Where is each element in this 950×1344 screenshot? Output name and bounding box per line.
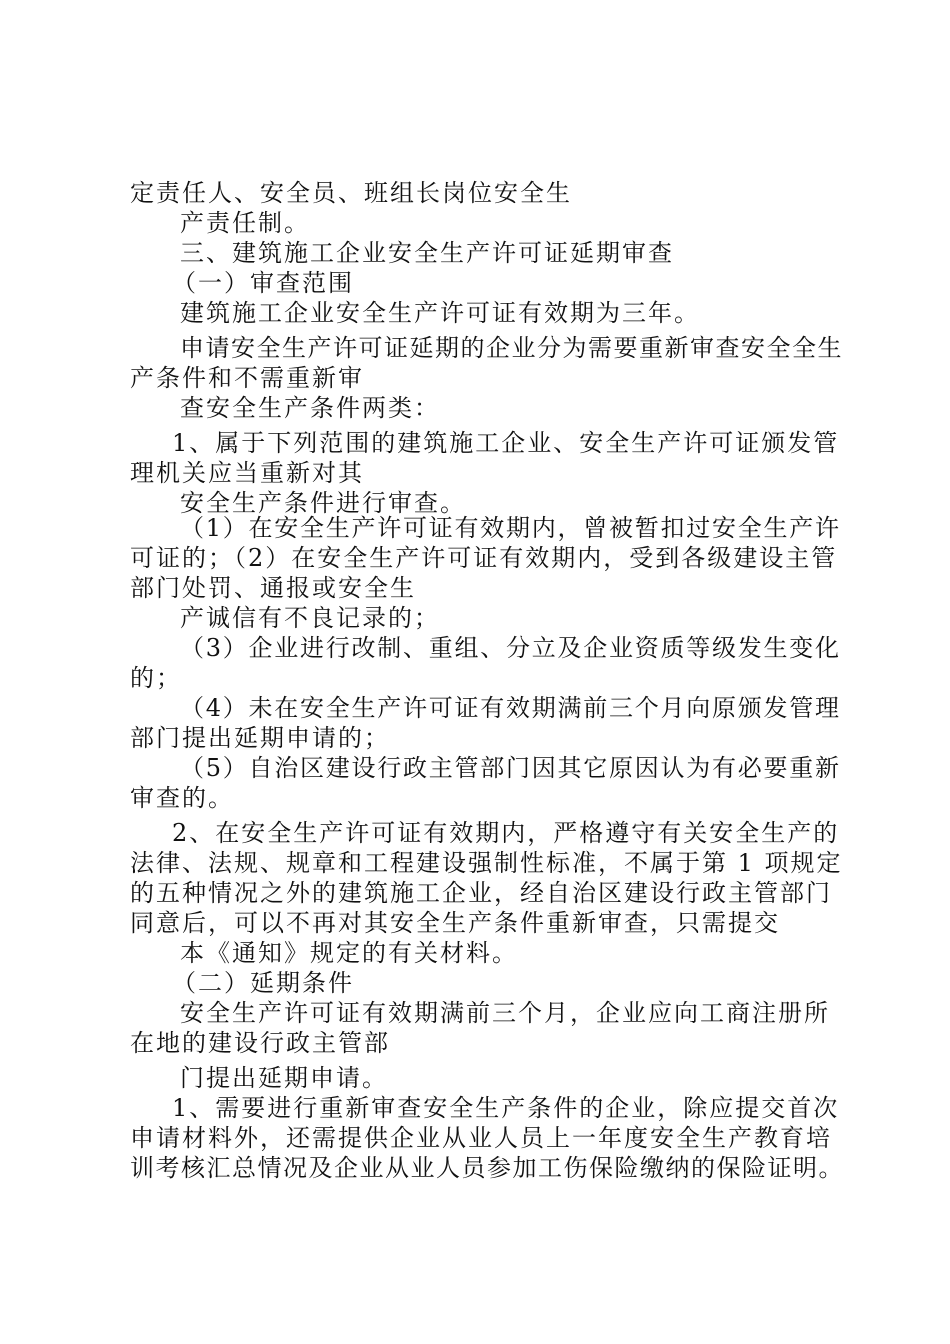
text-line: 法律、法规、规章和工程建设强制性标准，不属于第 1 项规定 bbox=[130, 849, 843, 877]
subsection-heading: （二）延期条件 bbox=[172, 969, 354, 997]
text-line: 定责任人、安全员、班组长岗位安全生 bbox=[130, 179, 572, 207]
text-line: 查安全生产条件两类： bbox=[180, 394, 440, 422]
text-line: 本《通知》规定的有关材料。 bbox=[180, 939, 518, 967]
text-line: 在地的建设行政主管部 bbox=[130, 1029, 390, 1057]
text-line: 审查的。 bbox=[130, 784, 234, 812]
text-line: 门提出延期申请。 bbox=[180, 1064, 388, 1092]
text-line: （1）在安全生产许可证有效期内，曾被暂扣过安全生产许 bbox=[180, 514, 841, 542]
text-line: 的五种情况之外的建筑施工企业，经自治区建设行政主管部门 bbox=[130, 879, 832, 907]
text-line: 安全生产条件进行审查。 bbox=[180, 489, 466, 517]
text-line: 同意后，可以不再对其安全生产条件重新审查，只需提交 bbox=[130, 909, 780, 937]
text-line: 产诚信有不良记录的； bbox=[180, 604, 440, 632]
text-line: 建筑施工企业安全生产许可证有效期为三年。 bbox=[180, 299, 700, 327]
text-line: 理机关应当重新对其 bbox=[130, 459, 364, 487]
text-line: 部门提出延期申请的； bbox=[130, 724, 390, 752]
text-line: 训考核汇总情况及企业从业人员参加工伤保险缴纳的保险证明。 bbox=[130, 1154, 844, 1182]
subsection-heading: （一）审查范围 bbox=[172, 269, 354, 297]
text-line: （5）自治区建设行政主管部门因其它原因认为有必要重新 bbox=[180, 754, 841, 782]
text-line: （4）未在安全生产许可证有效期满前三个月向原颁发管理 bbox=[180, 694, 841, 722]
text-line: 申请安全生产许可证延期的企业分为需要重新审查安全全生 bbox=[180, 334, 843, 362]
text-line: 的； bbox=[130, 664, 182, 692]
text-line: （3）企业进行改制、重组、分立及企业资质等级发生变化 bbox=[180, 634, 841, 662]
text-line: 1、需要进行重新审查安全生产条件的企业，除应提交首次 bbox=[172, 1094, 840, 1122]
text-line: 产条件和不需重新审 bbox=[130, 364, 364, 392]
text-line: 2、在安全生产许可证有效期内，严格遵守有关安全生产的 bbox=[172, 819, 840, 847]
text-line: 产责任制。 bbox=[180, 209, 310, 237]
text-line: 可证的；（2）在安全生产许可证有效期内，受到各级建设主管 bbox=[130, 544, 838, 572]
text-line: 申请材料外，还需提供企业从业人员上一年度安全生产教育培 bbox=[130, 1124, 832, 1152]
section-heading: 三、建筑施工企业安全生产许可证延期审查 bbox=[180, 239, 674, 267]
text-line: 1、属于下列范围的建筑施工企业、安全生产许可证颁发管 bbox=[172, 429, 840, 457]
text-line: 安全生产许可证有效期满前三个月，企业应向工商注册所 bbox=[180, 999, 830, 1027]
text-line: 部门处罚、通报或安全生 bbox=[130, 574, 416, 602]
